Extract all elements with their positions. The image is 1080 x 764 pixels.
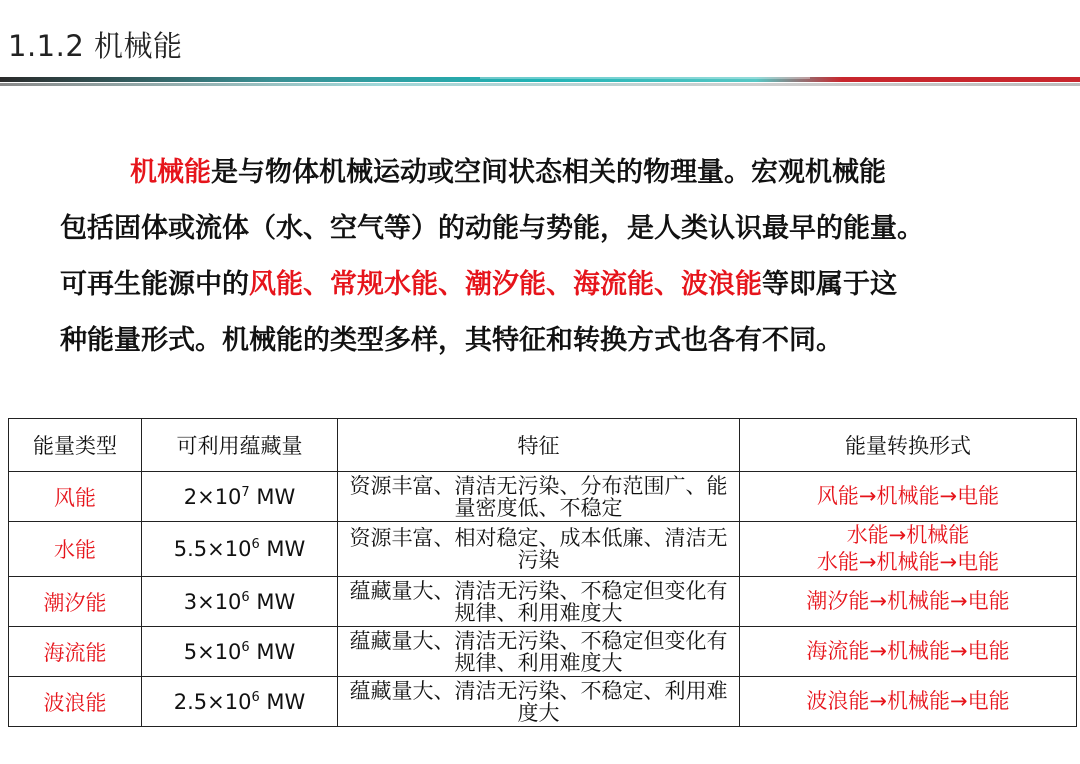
cell-feature: 蕴藏量大、清洁无污染、不稳定但变化有规律、利用难度大	[338, 627, 740, 677]
header-features: 特征	[338, 419, 740, 472]
title-divider-bar	[0, 74, 1080, 89]
table-row	[9, 677, 1077, 727]
header-energy-type: 能量类型	[9, 419, 142, 472]
table-row	[9, 472, 1077, 522]
cell-type: 海流能	[9, 627, 142, 677]
intro-line-3-suffix: 等即属于这	[762, 269, 897, 300]
intro-line-1-text: 是与物体机械运动或空间状态相关的物理量。宏观机械能	[211, 157, 886, 188]
cell-feature: 蕴藏量大、清洁无污染、不稳定但变化有规律、利用难度大	[338, 577, 740, 627]
energy-table	[8, 418, 1077, 727]
amount-exp: 6	[241, 589, 250, 605]
conversion-line: 海流能→机械能→电能	[806, 639, 1010, 663]
intro-line-3-prefix: 可再生能源中的	[60, 269, 249, 300]
cell-amount	[142, 472, 338, 522]
cell-feature: 蕴藏量大、清洁无污染、不稳定、利用难度大	[338, 677, 740, 727]
cell-conversion	[740, 627, 1077, 677]
cell-conversion	[740, 522, 1077, 577]
intro-line-1	[60, 145, 1070, 201]
conversion-line: 水能→机械能→电能	[816, 550, 1000, 574]
header-conversion: 能量转换形式	[740, 419, 1077, 472]
intro-line-3-highlight: 风能、常规水能、潮汐能、海流能、波浪能	[249, 269, 762, 300]
amount-unit: MW	[249, 639, 296, 664]
slide-title: 1.1.2 机械能	[8, 29, 183, 63]
intro-line-3	[60, 257, 1070, 313]
table-header-row	[9, 419, 1077, 472]
table-row	[9, 627, 1077, 677]
table-row	[9, 522, 1077, 577]
amount-unit: MW	[249, 589, 296, 614]
cell-conversion	[740, 577, 1077, 627]
conversion-line: 波浪能→机械能→电能	[806, 689, 1010, 713]
amount-exp: 6	[251, 689, 260, 705]
amount-coef: 5.5×10	[173, 537, 252, 561]
conversion-line: 水能→机械能	[846, 523, 970, 547]
amount-coef: 3×10	[183, 589, 242, 614]
cell-amount	[142, 627, 338, 677]
cell-feature: 资源丰富、相对稳定、成本低廉、清洁无污染	[338, 522, 740, 577]
conversion-line: 潮汐能→机械能→电能	[806, 589, 1010, 613]
header-reserves: 可利用蕴藏量	[142, 419, 338, 472]
cell-type: 风能	[9, 472, 142, 522]
cell-amount	[142, 522, 338, 577]
cell-feature: 资源丰富、清洁无污染、分布范围广、能量密度低、不稳定	[338, 472, 740, 522]
amount-unit: MW	[249, 484, 296, 509]
amount-coef: 2×10	[183, 484, 242, 509]
amount-unit: MW	[259, 537, 306, 561]
cell-amount	[142, 577, 338, 627]
cell-type: 潮汐能	[9, 577, 142, 627]
cell-amount	[142, 677, 338, 727]
amount-exp: 6	[251, 537, 260, 552]
intro-line-2: 包括固体或流体（水、空气等）的动能与势能，是人类认识最早的能量。	[60, 213, 924, 244]
table-row	[9, 577, 1077, 627]
amount-coef: 2.5×10	[173, 689, 252, 714]
amount-exp: 6	[241, 639, 250, 655]
cell-type: 水能	[9, 522, 142, 577]
amount-unit: MW	[259, 689, 306, 714]
intro-term: 机械能	[130, 157, 211, 188]
cell-conversion	[740, 472, 1077, 522]
cell-conversion	[740, 677, 1077, 727]
amount-coef: 5×10	[183, 639, 242, 664]
intro-paragraph	[60, 145, 1070, 369]
intro-line-4: 种能量形式。机械能的类型多样，其特征和转换方式也各有不同。	[60, 325, 843, 356]
conversion-line: 风能→机械能→电能	[816, 484, 1000, 508]
cell-type: 波浪能	[9, 677, 142, 727]
amount-exp: 7	[241, 484, 250, 500]
